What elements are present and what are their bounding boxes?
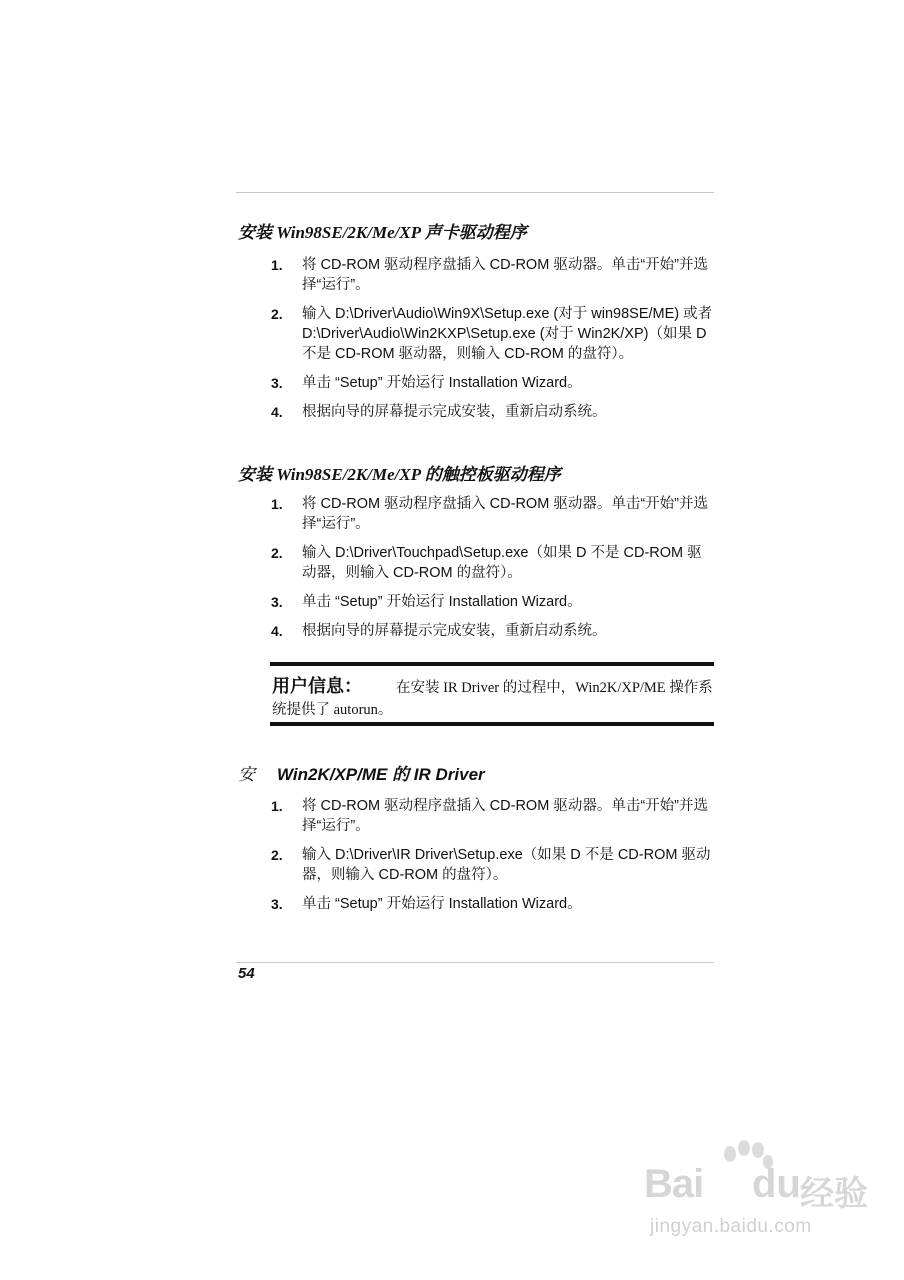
step-text: 将 CD-ROM 驱动程序盘插入 CD-ROM 驱动器。单击“开始”并选择“运行”。: [302, 257, 708, 293]
step-item: [236, 592, 714, 612]
step-item: [236, 894, 714, 914]
step-text: 将 CD-ROM 驱动程序盘插入 CD-ROM 驱动器。单击“开始”并选择“运行”。: [302, 798, 708, 834]
step-text: 单击 “Setup” 开始运行 Installation Wizard。: [302, 594, 582, 610]
step-item: [236, 373, 714, 393]
section-title-ir-text: Win2K/XP/ME 的 IR Driver: [277, 765, 485, 784]
step-number: 3.: [271, 896, 283, 912]
step-number: 4.: [271, 623, 283, 639]
step-number: 1.: [271, 496, 283, 512]
step-text: 输入 D:\Driver\Audio\Win9X\Setup.exe (对于 win98SE/ME) 或者 D:\Driver\Audio\Win2KXP\Setup.exe (对于 Win2K/XP)（如果 D 不是 CD-ROM 驱动器，则输入 CD-ROM 的盘符）。: [302, 306, 713, 362]
step-number: 2.: [271, 847, 283, 863]
step-item: [236, 796, 714, 836]
step-text: 根据向导的屏幕提示完成安装，重新启动系统。: [302, 623, 607, 639]
watermark-brand-du: du: [752, 1162, 801, 1206]
step-item: [236, 255, 714, 295]
watermark-brand-jingyan: 经验: [800, 1174, 868, 1214]
step-text: 输入 D:\Driver\IR Driver\Setup.exe（如果 D 不是 CD-ROM 驱动器，则输入 CD-ROM 的盘符）。: [302, 847, 711, 883]
page-number: 54: [238, 965, 255, 982]
step-number: 2.: [271, 306, 283, 322]
step-text: 单击 “Setup” 开始运行 Installation Wizard。: [302, 375, 582, 391]
step-number: 2.: [271, 545, 283, 561]
step-text: 将 CD-ROM 驱动程序盘插入 CD-ROM 驱动器。单击“开始”并选择“运行”。: [302, 496, 708, 532]
watermark-url: jingyan.baidu.com: [650, 1216, 812, 1237]
section-title-touchpad: 安装 Win98SE/2K/Me/XP 的触控板驱动程序: [238, 465, 561, 484]
step-item: [236, 543, 714, 583]
user-info-note: [270, 662, 714, 728]
step-text: 根据向导的屏幕提示完成安装，重新启动系统。: [302, 404, 607, 420]
step-item: [236, 621, 714, 641]
step-number: 1.: [271, 798, 283, 814]
watermark-brand-bai: Bai: [644, 1162, 704, 1206]
section-title-ir: [238, 760, 485, 785]
baidu-jingyan-watermark: [640, 1140, 880, 1250]
step-text: 单击 “Setup” 开始运行 Installation Wizard。: [302, 896, 582, 912]
step-number: 3.: [271, 375, 283, 391]
steps-audio: [236, 255, 714, 431]
note-rule-bottom: [270, 722, 714, 726]
steps-ir: [236, 796, 714, 923]
step-text: 输入 D:\Driver\Touchpad\Setup.exe（如果 D 不是 CD-ROM 驱动器，则输入 CD-ROM 的盘符）。: [302, 545, 702, 581]
note-text: 在安装 IR Driver 的过程中，Win2K/XP/ME 操作系统提供了 autorun。: [272, 680, 713, 718]
step-item: [236, 845, 714, 885]
section-title-ir-prefix: 安: [238, 765, 255, 784]
step-number: 3.: [271, 594, 283, 610]
step-number: 1.: [271, 257, 283, 273]
footer-rule: [236, 962, 714, 963]
step-item: [236, 402, 714, 422]
note-rule-top: [270, 662, 714, 666]
step-item: [236, 494, 714, 534]
section-title-audio: 安装 Win98SE/2K/Me/XP 声卡驱动程序: [238, 223, 527, 242]
note-label: 用户信息：: [272, 676, 362, 697]
steps-touchpad: [236, 494, 714, 650]
step-number: 4.: [271, 404, 283, 420]
header-rule: [236, 192, 714, 193]
step-item: [236, 304, 714, 364]
note-body: [272, 676, 714, 721]
